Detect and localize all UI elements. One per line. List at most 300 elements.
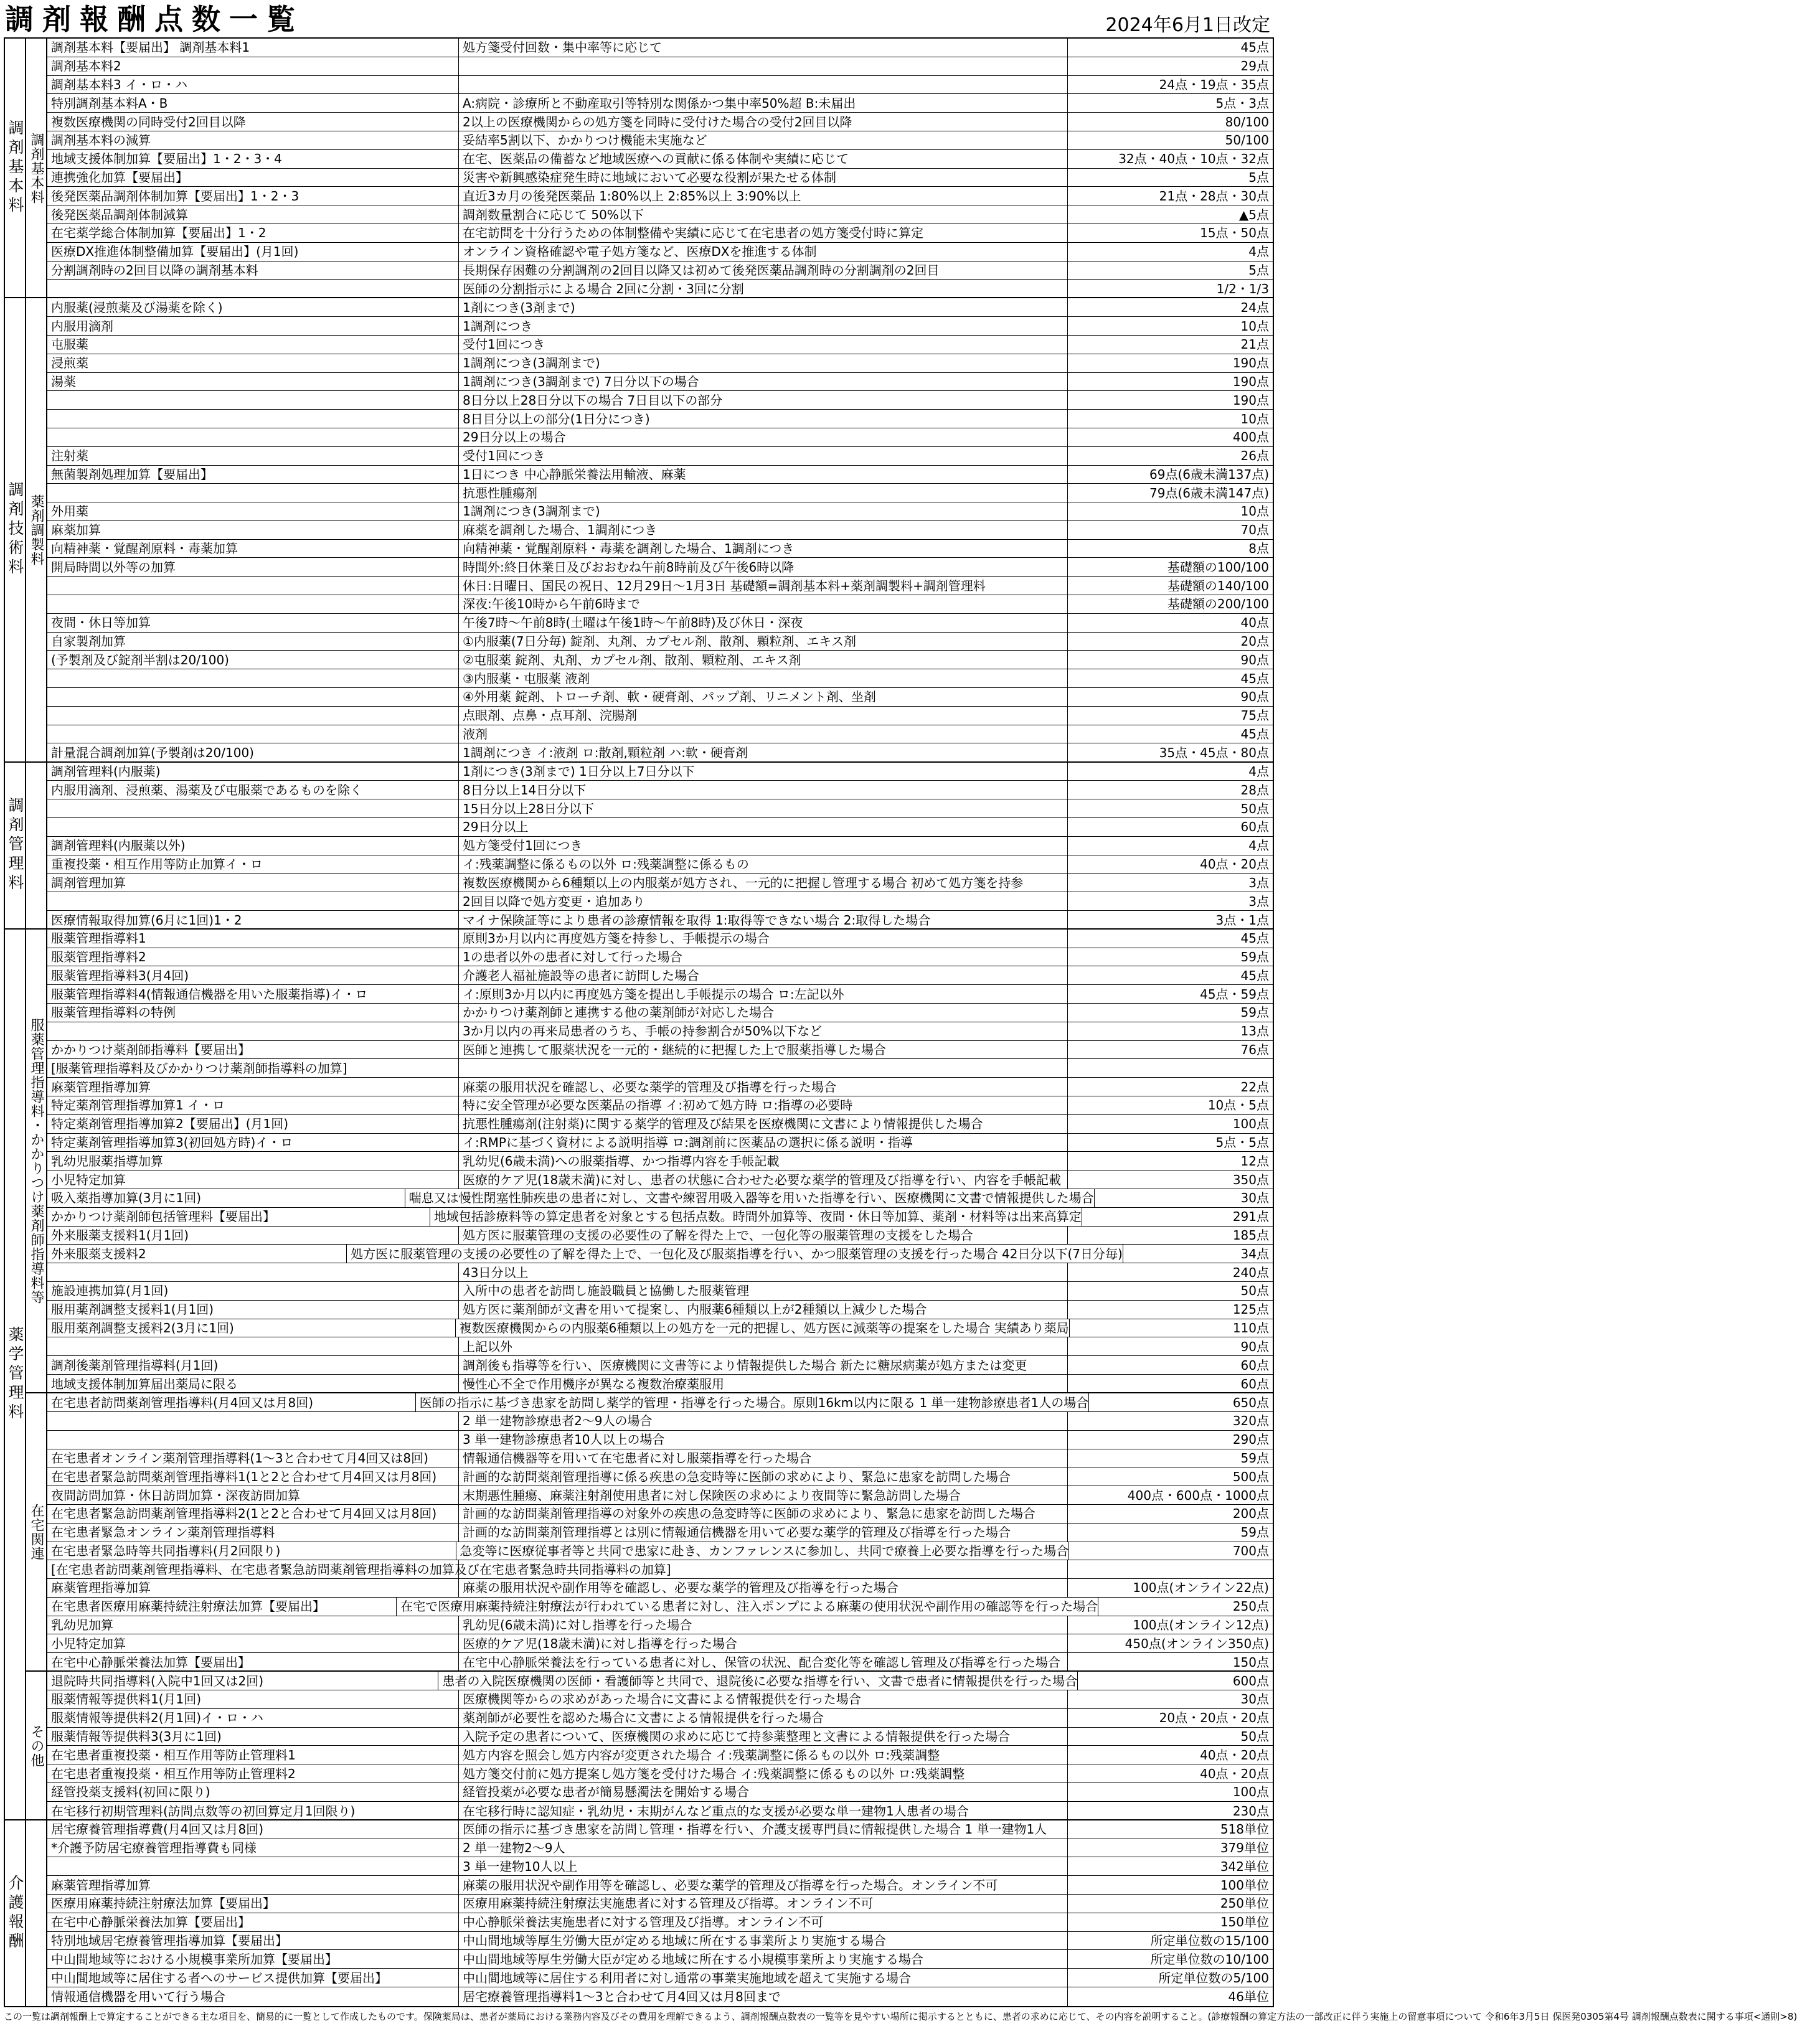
item-condition: 原則3か月以内に再度処方箋を持参し、手帳提示の場合 [458,930,1067,948]
item-name: 無菌製剤処理加算【要届出】 [51,466,213,482]
item-condition: イ:残薬調整に係るもの以外 ロ:残薬調整に係るもの [458,855,1067,874]
item-points: 190点 [1067,354,1273,372]
table-row [47,1913,1273,1932]
table-row [47,1356,1273,1375]
item-name: 屯服薬 [51,337,88,352]
item-condition: 慢性心不全で作用機序が異なる複数治療薬服用 [458,1375,1067,1393]
item-condition [458,1059,1067,1077]
item-points: 240点 [1067,1263,1273,1281]
item-points: 32点・40点・10点・32点 [1067,150,1273,168]
item-points: 28点 [1067,781,1273,799]
item-condition: 1剤につき(3剤まで) 1日分以上7日分以下 [458,763,1067,781]
item-points: 59点 [1067,1524,1273,1542]
item-name: 分割調剤時の2回目以降の調剤基本料 [51,262,258,278]
item-condition: 処方箋交付前に処方提案し処方箋を受付けた場合 イ:残薬調整に係るもの以外 ロ:残薬調整 [458,1764,1067,1783]
table-row [47,169,1273,187]
item-name: 麻薬管理指導加算 [51,1877,151,1893]
item-name: 複数医療機関の同時受付2回目以降 [51,114,246,130]
item-condition: 調剤後も指導等を行い、医療機関に文書等により情報提供した場合 新たに糖尿病薬が処方または変更 [458,1356,1067,1374]
item-name: 居宅療養管理指導費(月4回又は月8回) [51,1822,264,1837]
table-row [47,948,1273,967]
item-points: 190点 [1067,373,1273,391]
table-row [47,1895,1273,1913]
item-points: 50点 [1067,1282,1273,1300]
item-points: 34点 [1123,1245,1273,1263]
item-points [1067,1059,1273,1077]
item-condition: ①内服薬(7日分毎) 錠剤、丸剤、カプセル剤、散剤、顆粒剤、エキス剤 [458,633,1067,651]
table-row [47,1431,1273,1449]
table-row [47,1375,1273,1393]
item-points: 10点 [1067,410,1273,428]
item-name: 施設連携加算(月1回) [51,1283,169,1299]
group [26,39,1273,298]
item-name: 在宅患者緊急訪問薬剤管理指導料2(1と2と合わせて月4回又は月8回) [51,1506,437,1522]
table-row [47,57,1273,76]
table-row [47,1412,1273,1431]
item-name: 後発医薬品調剤体制減算 [51,207,188,222]
table-row [47,688,1273,707]
table-row [47,336,1273,354]
item-name: 調剤基本料の減算 [51,133,151,148]
item-name: 注射薬 [51,448,88,464]
item-points: 100点 [1067,1115,1273,1133]
table-row [47,354,1273,373]
item-points: 4点 [1067,837,1273,855]
item-name: 小児特定加算 [51,1172,126,1187]
item-condition: 計画的な訪問薬剤管理指導の対象外の疾患の急変時等に医師の求めにより、緊急に患家を訪問した場合 [458,1505,1067,1523]
item-points: 100点(オンライン22点) [1067,1579,1273,1597]
item-condition: 特に安全管理が必要な医薬品の指導 イ:初めて処方時 ロ:指導の必要時 [458,1096,1067,1114]
section-label-text: 調剤技術料 [6,481,24,578]
item-name: 在宅患者重複投薬・相互作用等防止管理料1 [51,1747,296,1763]
table-row [47,1672,1273,1690]
table-row [47,1653,1273,1672]
table-row [47,558,1273,577]
item-condition: 1の患者以外の患者に対して行った場合 [458,948,1067,966]
table-row [47,1337,1273,1356]
item-points: 基礎額の100/100 [1067,558,1273,576]
item-name: 在宅患者オンライン薬剤管理指導料(1〜3と合わせて月4回又は8回) [51,1450,428,1466]
item-condition: 災害や新興感染症発生時に地域において必要な役割が果たせる体制 [458,169,1067,187]
item-condition: 2 単一建物診療患者2〜9人の場合 [458,1412,1067,1430]
group-label-text: 薬剤調製料 [29,494,44,567]
table-row [47,1524,1273,1542]
item-name: 在宅移行初期管理料(訪問点数等の初回算定月1回限り) [51,1803,356,1819]
section-label-text: 調剤管理料 [6,797,24,894]
item-condition: 在宅中心静脈栄養法を行っている患者に対し、保管の状況、配合変化等を確認し管理及び指導を行った場合 [458,1653,1067,1672]
item-condition: 29日分以上の場合 [458,428,1067,446]
item-points: 45点 [1067,930,1273,948]
item-name: 医療情報取得加算(6月に1回)1・2 [51,912,242,928]
item-condition: 直近3カ月の後発医薬品 1:80%以上 2:85%以上 3:90%以上 [458,187,1067,205]
item-points: 518単位 [1067,1820,1273,1839]
item-condition: 処方箋受付回数・集中率等に応じて [458,39,1067,57]
table-row [47,725,1273,744]
item-name: 乳幼児加算 [51,1618,113,1633]
item-name: 連携強化加算【要届出】 [51,169,188,185]
table-row [47,113,1273,131]
section [5,39,1273,298]
item-condition: 薬剤師が必要性を認めた場合に文書による情報提供を行った場合 [458,1709,1067,1727]
section-label-text: 介護報酬 [6,1874,24,1952]
item-condition: 受付1回につき [458,447,1067,465]
item-points: 70点 [1067,521,1273,539]
table-row [47,1115,1273,1134]
item-condition: 8日目分以上の部分(1日分につき) [458,410,1067,428]
group-label [26,1820,47,2006]
item-condition: 麻薬の服用状況や副作用等を確認し、必要な薬学的管理及び指導を行った場合。オンライン不可 [458,1876,1067,1894]
item-points: 60点 [1067,1356,1273,1374]
table-row [47,298,1273,317]
item-name: 調剤基本料2 [51,59,121,74]
item-points: 59点 [1067,1449,1273,1467]
row-list [47,763,1273,930]
item-condition: 在宅移行時に認知症・乳幼児・末期がんなど重点的な支援が必要な単一建物1人患者の場合 [458,1802,1067,1820]
item-points: 5点 [1067,261,1273,280]
item-name: 調剤基本料【要届出】 調剤基本料1 [51,40,250,55]
item-condition: オンライン資格確認や電子処方箋など、医療DXを推進する体制 [458,243,1067,261]
table-row [47,1616,1273,1635]
item-name: 在宅中心静脈栄養法加算【要届出】 [51,1914,250,1930]
table-row [47,651,1273,669]
item-points: 20点・20点・20点 [1067,1709,1273,1727]
table-row [47,224,1273,243]
item-points: 45点 [1067,39,1273,57]
item-name: 服薬情報等提供料3(3月に1回) [51,1729,222,1745]
item-name: 自家製剤加算 [51,634,126,649]
item-condition: ③内服薬・屯服薬 液剤 [458,669,1067,687]
table-row [47,1134,1273,1152]
table-row [47,595,1273,614]
item-name: 外来服薬支援料2 [51,1246,146,1261]
item-condition: 処方医に服薬管理の支援の必要性の了解を得た上で、一包化及び服薬指導を行い、かつ服薬管理の支援を行った場合 42日分以下(7日分毎) [346,1245,1123,1263]
item-condition: 医療的ケア児(18歳未満)に対し、患者の状態に合わせた必要な薬学的管理及び指導を行い、内容を手帳記載 [458,1170,1067,1189]
item-points: 250点 [1098,1598,1273,1616]
item-name: かかりつけ薬剤師指導料【要届出】 [51,1042,250,1058]
table-row [47,410,1273,428]
section-label [5,39,26,297]
item-condition: 時間外:終日休業日及びおおむね午前8時前及び午後6時以降 [458,558,1067,576]
table-row [47,874,1273,892]
group-label-text: 調剤基本料 [29,133,44,205]
item-condition: 地域包括診療料等の算定患者を対象とする包括点数。時間外加算等、夜間・休日等加算、薬剤・材料等は出来高算定 [430,1208,1082,1226]
table-row [47,1467,1273,1486]
table-row [47,1728,1273,1746]
table-row [47,280,1273,298]
item-points: 4点 [1067,243,1273,261]
table-row [47,1783,1273,1802]
item-points: 12点 [1067,1152,1273,1170]
item-points: 40点・20点 [1067,855,1273,874]
item-points: 35点・45点・80点 [1067,743,1273,762]
table-row [47,428,1273,447]
table-row [47,1227,1273,1245]
table-row [47,94,1273,113]
item-condition: イ:原則3か月以内に再度処方箋を提出し手帳提示の場合 ロ:左記以外 [458,985,1067,1003]
table-row [47,1170,1273,1189]
item-condition: 医師の指示に基づき患家を訪問し薬学的管理・指導を行った場合。原則16km以内に限る 1 単一建物診療患者1人の場合 [415,1393,1089,1411]
item-name: (予製剤及び錠剤半割は20/100) [51,652,229,667]
item-name: 調剤管理料(内服薬以外) [51,838,186,854]
group [26,1393,1273,1672]
item-condition: 在宅、医薬品の備蓄など地域医療への貢献に係る体制や実績に応じて [458,150,1067,168]
item-points: 30点 [1067,1690,1273,1708]
item-condition [458,76,1067,94]
item-points: 400点 [1067,428,1273,446]
item-condition: 深夜:午後10時から午前6時まで [458,595,1067,613]
item-points: 40点 [1067,614,1273,632]
item-points: 5点 [1067,169,1273,187]
item-points: 45点 [1067,966,1273,984]
table-row [47,1690,1273,1709]
item-points: 342単位 [1067,1857,1273,1875]
table-row [47,1634,1273,1653]
group [26,298,1273,762]
item-condition: 在宅で医療用麻薬持続注射療法が行われている患者に対し、注入ポンプによる麻薬の使用状況や副作用の確認等を行った場合 [396,1598,1098,1616]
item-condition: 29日分以上 [458,818,1067,836]
item-points: 50点 [1067,799,1273,817]
table-row [47,1263,1273,1282]
page-title: 調剤報酬点数一覧 [5,2,304,36]
section [5,1820,1273,2006]
item-points: 59点 [1067,948,1273,966]
table-row [47,76,1273,95]
table-row [47,1579,1273,1598]
item-points: 500点 [1067,1467,1273,1486]
item-points: 250単位 [1067,1895,1273,1913]
table-row [47,243,1273,261]
item-points: 200点 [1067,1505,1273,1523]
table-row [47,373,1273,392]
item-name: 湯薬 [51,374,76,389]
item-condition: 点眼剤、点鼻・点耳剤、浣腸剤 [458,707,1067,725]
item-name: 調剤基本料3 イ・ロ・ハ [51,77,188,92]
item-points: 22点 [1067,1078,1273,1096]
item-name: 在宅患者医療用麻薬持続注射療法加算【要届出】 [51,1599,325,1614]
item-name: 服薬管理指導料4(情報通信機器を用いた服薬指導)イ・ロ [51,986,368,1002]
item-condition: 1調剤につき [458,317,1067,335]
item-name: 内服用滴剤 [51,318,113,334]
item-points: 13点 [1067,1022,1273,1040]
table-row [47,1078,1273,1096]
item-condition: 調剤数量割合に応じて 50%以下 [458,205,1067,224]
item-name: 夜間訪問加算・休日訪問加算・深夜訪問加算 [51,1487,300,1503]
item-name: 特定薬剤管理指導加算1 イ・ロ [51,1098,225,1113]
item-condition: 麻薬を調剤した場合、1調剤につき [458,521,1067,539]
item-name: 退院時共同指導料(入院中1回又は2回) [51,1673,264,1688]
item-points: 80/100 [1067,113,1273,131]
table-row [47,743,1273,762]
table-row [47,781,1273,799]
item-condition: 1日につき 中心静脈栄養法用輸液、麻薬 [458,466,1067,484]
table-row [47,818,1273,837]
row-list [47,39,1273,298]
item-name: 在宅患者重複投薬・相互作用等防止管理料2 [51,1766,296,1781]
item-points: 26点 [1067,447,1273,465]
table-row [47,892,1273,911]
table-row [47,540,1273,558]
item-condition: 経管投薬が必要な患者が簡易懸濁法を開始する場合 [458,1783,1067,1801]
item-condition: ④外用薬 錠剤、トローチ剤、軟・硬膏剤、パップ剤、リニメント剤、坐剤 [458,688,1067,706]
table-row [47,39,1273,57]
item-condition [458,57,1067,75]
item-condition: 居宅療養管理指導料1〜3と合わせて月4回又は月8回まで [458,1987,1067,2006]
item-condition: 1調剤につき(3調剤まで) [458,502,1067,520]
item-points: 76点 [1067,1041,1273,1059]
item-name: 服薬管理指導料1 [51,931,146,946]
item-points: 75点 [1067,707,1273,725]
item-points: 190点 [1067,391,1273,409]
item-name: 在宅患者訪問薬剤管理指導料(月4回又は月8回) [51,1395,314,1410]
item-name: 在宅中心静脈栄養法加算【要届出】 [51,1655,250,1670]
item-name: 中山間地域等における小規模事業所加算【要届出】 [51,1951,337,1967]
item-points: 79点(6歳未満147点) [1067,484,1273,502]
item-condition: 向精神薬・覚醒剤原料・毒薬を調剤した場合、1調剤につき [458,540,1067,558]
item-name: 調剤管理料(内服薬) [51,763,161,779]
item-points: 3点 [1067,874,1273,892]
table-row [47,614,1273,633]
item-points: 69点(6歳未満137点) [1067,466,1273,484]
item-condition: 処方医に薬剤師が文書を用いて提案し、内服薬6種類以上が2種類以上減少した場合 [458,1301,1067,1319]
item-name: 医療DX推進体制整備加算【要届出】(月1回) [51,244,299,260]
table-row [47,1820,1273,1839]
item-condition: 計画的な訪問薬剤管理指導とは別に情報通信機器を用いて必要な薬学的管理及び指導を行った場合 [458,1524,1067,1542]
table-row [47,1969,1273,1987]
table-row [47,1857,1273,1876]
item-points: 450点(オンライン350点) [1067,1634,1273,1652]
footnote: この一覧は調剤報酬上で算定することができる主な項目を、簡易的に一覧として作成したものです。保険薬局は、患者が薬局における業務内容及びその費用を理解できるよう、調剤報酬点数表の一覧等を見やすい場所に掲示するとともに、患者の求めに応じて、その内容を説明すること。(診療報酬の算定方法の一部改正に伴う実施上の留意事項について 令和6年3月5日 保医発0305第4号 調剤報酬点数表に関する事項<通則>8) [4,2011,1797,2022]
item-condition: 入所中の患者を訪問し施設職員と協働した服薬管理 [458,1282,1067,1300]
table-row [47,1932,1273,1951]
group-label [26,1393,47,1670]
table-row [47,930,1273,948]
item-condition: 医師と連携して服薬状況を一元的・継続的に把握した上で服薬指導した場合 [458,1041,1067,1059]
item-condition: 介護老人福祉施設等の患者に訪問した場合 [458,966,1067,984]
item-name: 外来服薬支援料1(月1回) [51,1228,189,1243]
table-row [47,1950,1273,1969]
item-name: 計量混合調剤加算(予製剤は20/100) [51,745,254,761]
item-points: 90点 [1067,651,1273,669]
table-row [47,150,1273,169]
item-name: *介護予防居宅療養管理指導費も同様 [51,1840,257,1855]
row-list [47,298,1273,762]
group [26,763,1273,930]
item-points: 4点 [1067,763,1273,781]
table-row [47,1393,1273,1412]
item-name: 浸煎薬 [51,356,88,371]
item-points: 600点 [1077,1672,1273,1690]
item-condition: 計画的な訪問薬剤管理指導に係る疾患の急変時等に医師の求めにより、緊急に患家を訪問した場合 [458,1467,1067,1486]
item-condition: 医療機関等からの求めがあった場合に文書による情報提供を行った場合 [458,1690,1067,1708]
table-row [47,1746,1273,1764]
table-row [47,1152,1273,1170]
item-name: 特別調剤基本料A・B [51,95,168,111]
table-row [47,1189,1273,1208]
item-points: 291点 [1082,1208,1273,1226]
table-row [47,447,1273,466]
item-points: 10点 [1067,317,1273,335]
item-name: 在宅患者緊急時等共同指導料(月2回限り) [51,1543,281,1558]
item-points: 基礎額の200/100 [1067,595,1273,613]
item-points: 21点・28点・30点 [1067,187,1273,205]
item-points: 29点 [1067,57,1273,75]
item-points: 150単位 [1067,1913,1273,1931]
item-name: 外用薬 [51,504,88,519]
table-row [47,521,1273,540]
item-condition: 急変等に医療従事者等と共同で患家に赴き、カンファレンスに参加し、共同で療養上必要な指導を行った場合 [456,1542,1069,1560]
item-name: 麻薬管理指導加算 [51,1079,151,1095]
item-condition: 2以上の医療機関からの処方箋を同時に受付けた場合の受付2回目以降 [458,113,1067,131]
item-condition: 1調剤につき(3調剤まで) [458,354,1067,372]
item-name: 吸入薬指導加算(3月に1回) [51,1190,202,1206]
table-row [47,633,1273,651]
item-points: 350点 [1067,1170,1273,1189]
item-name: 服用薬剤調整支援料2(3月に1回) [51,1321,234,1335]
section-label [5,930,26,1819]
item-condition: マイナ保険証等により患者の診療情報を取得 1:取得等できない場合 2:取得した場合 [458,911,1067,930]
group [26,1820,1273,2006]
item-points: 50点 [1067,1728,1273,1746]
item-condition: 液剤 [458,725,1067,743]
item-name: 服薬情報等提供料1(月1回) [51,1692,202,1707]
item-condition: 上記以外 [458,1337,1067,1355]
item-name: 地域支援体制加算届出薬局に限る [51,1376,238,1392]
item-points: 40点・20点 [1067,1746,1273,1764]
item-condition: 中山間地域等厚生労働大臣が定める地域に所在する小規模事業所より実施する場合 [458,1950,1067,1968]
table-row [47,1319,1273,1338]
item-name: 向精神薬・覚醒剤原料・毒薬加算 [51,541,238,557]
item-condition: 麻薬の服用状況や副作用等を確認し、必要な薬学的管理及び指導を行った場合 [458,1579,1067,1597]
item-points: 基礎額の140/100 [1067,577,1273,595]
table-row [47,317,1273,336]
row-list [47,1820,1273,2006]
item-condition: 処方内容を照会し処方内容が変更された場合 イ:残薬調整に係るもの以外 ロ:残薬調整 [458,1746,1067,1764]
item-condition: 1調剤につき(3調剤まで) 7日分以下の場合 [458,373,1067,391]
fee-table [4,37,1274,2007]
table-row [47,985,1273,1004]
item-condition: 妥結率5割以下、かかりつけ機能未実施など [458,131,1067,149]
item-points: 100点 [1067,1783,1273,1801]
table-row [47,799,1273,818]
item-condition: 医師の指示に基づき患家を訪問し管理・指導を行い、介護支援専門員に情報提供した場合 1 単一建物1人 [458,1820,1067,1839]
item-name: 後発医薬品調剤体制加算【要届出】1・2・3 [51,188,300,204]
table-row [47,577,1273,595]
table-row [47,1004,1273,1022]
item-name: 小児特定加算 [51,1636,126,1651]
table-row [47,966,1273,985]
item-points: 400点・600点・1000点 [1067,1486,1273,1504]
item-condition [458,1560,1067,1578]
item-name: 麻薬加算 [51,522,101,538]
item-name: 特別地域居宅療養管理指導加算【要届出】 [51,1933,288,1948]
item-name: 開局時間以外等の加算 [51,559,176,575]
item-condition: 8日分以上14日分以下 [458,781,1067,799]
item-name: 服薬管理指導料2 [51,949,146,965]
item-points: ▲5点 [1067,205,1273,224]
section [5,930,1273,1820]
item-name: 在宅患者緊急訪問薬剤管理指導料1(1と2と合わせて月4回又は月8回) [51,1469,437,1484]
item-name: 服薬管理指導料3(月4回) [51,968,189,983]
item-points: 59点 [1067,1004,1273,1022]
item-condition: イ:RMPに基づく資材による説明指導 ロ:調剤前に医薬品の選択に係る説明・指導 [458,1134,1067,1152]
table-row [47,1096,1273,1115]
item-condition: 1剤につき(3剤まで) [458,298,1067,316]
revision-date: 2024年6月1日改定 [1105,14,1270,36]
table-row [47,502,1273,521]
table-row [47,1876,1273,1895]
item-points: 20点 [1067,633,1273,651]
item-points: 150点 [1067,1653,1273,1672]
